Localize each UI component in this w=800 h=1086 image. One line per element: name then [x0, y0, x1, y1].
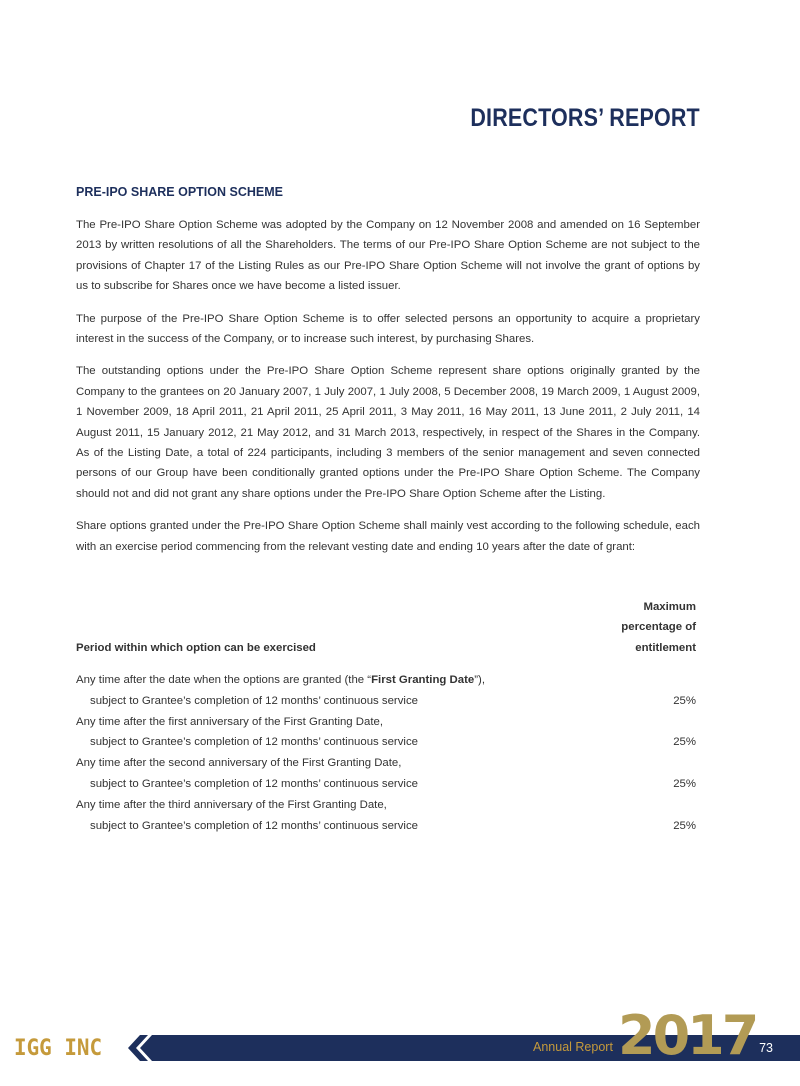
- paragraph-purpose: The purpose of the Pre-IPO Share Option Scheme is to offer selected persons an opportunity to acquire a proprietary interest in the success of the Company, or to increase such interest, by purchasing Shares.: [76, 312, 700, 346]
- entitlement-header-line: Maximum: [643, 600, 696, 613]
- table-row: [76, 670, 696, 712]
- annual-report-label: Annual Report: [533, 1040, 613, 1054]
- entitlement-column-header: [621, 597, 696, 659]
- vesting-table: [76, 598, 696, 836]
- row-condition-line: subject to Grantee’s completion of 12 months’ continuous service: [90, 694, 418, 707]
- body-text: [76, 215, 700, 569]
- paragraph-adoption: The Pre-IPO Share Option Scheme was adopted by the Company on 12 November 2008 and amended on 16 September 2013 by written resolutions of all the Shareholders. The terms of our Pre-IPO Share Option Scheme are not subject to the provisions of Chapter 17 of the Listing Rules as our Pre-IPO Share Option Scheme will not involve the grant of options by us to subscribe for Shares once we have become a listed issuer.: [76, 219, 700, 293]
- row-condition-line: subject to Grantee’s completion of 12 months’ continuous service: [90, 819, 418, 832]
- row-percentage: 25%: [673, 736, 696, 749]
- table-body: [76, 670, 696, 836]
- paragraph-outstanding-options: The outstanding options under the Pre-IPO Share Option Scheme represent share options originally granted by the Company to the grantees on 20 January 2007, 1 July 2007, 1 July 2008, 5 December 2008, 19 March 2009, 1 August 2009, 1 November 2009, 18 April 2011, 21 April 2011, 25 April 2011, 3 May 2011, 16 May 2011, 13 June 2011, 2 July 2011, 14 August 2011, 15 January 2012, 21 May 2012, and 31 March 2013, respectively, in respect of the Shares in the Company. As of the Listing Date, a total of 224 participants, including 3 members of the senior management and seven connected persons of our Group have been conditionally granted options under the Pre-IPO Share Option Scheme. The Company should not and did not grant any share options under the Pre-IPO Share Option Scheme after the Listing.: [76, 365, 700, 500]
- period-column-header: Period within which option can be exercised: [76, 642, 316, 654]
- table-row: [76, 753, 696, 795]
- row-period-line: Any time after the second anniversary of the First Granting Date,: [76, 757, 402, 770]
- row-period-line: [76, 670, 696, 691]
- paragraph-vesting-schedule: Share options granted under the Pre-IPO Share Option Scheme shall mainly vest according to the following schedule, each with an exercise period commencing from the relevant vesting date and ending 10 years after the date of grant:: [76, 520, 700, 553]
- defined-term: First Granting Date: [371, 674, 475, 686]
- company-logo: IGG INC: [14, 1036, 103, 1061]
- table-header: [76, 598, 696, 658]
- row-period-prefix: Any time after the date when the options are granted (the “: [76, 674, 372, 686]
- row-condition-line: subject to Grantee’s completion of 12 months’ continuous service: [90, 736, 418, 749]
- row-period-suffix: ”),: [474, 674, 486, 686]
- page-number: 73: [759, 1041, 773, 1055]
- row-percentage: 25%: [673, 777, 696, 790]
- entitlement-header-line: percentage of: [621, 621, 696, 633]
- report-year: 2017: [618, 1004, 757, 1067]
- entitlement-header-line: entitlement: [635, 641, 696, 654]
- section-heading: PRE-IPO SHARE OPTION SCHEME: [76, 185, 283, 199]
- row-percentage: 25%: [673, 819, 696, 832]
- row-percentage: 25%: [673, 694, 696, 707]
- table-row: [76, 712, 696, 754]
- row-period-line: Any time after the first anniversary of the First Granting Date,: [76, 715, 384, 728]
- table-row: [76, 795, 696, 837]
- row-period-line: Any time after the third anniversary of the First Granting Date,: [76, 798, 387, 811]
- page-title: DIRECTORS’ REPORT: [470, 104, 700, 132]
- row-condition-line: subject to Grantee’s completion of 12 months’ continuous service: [90, 777, 418, 790]
- double-chevron-left-icon: [126, 1035, 162, 1061]
